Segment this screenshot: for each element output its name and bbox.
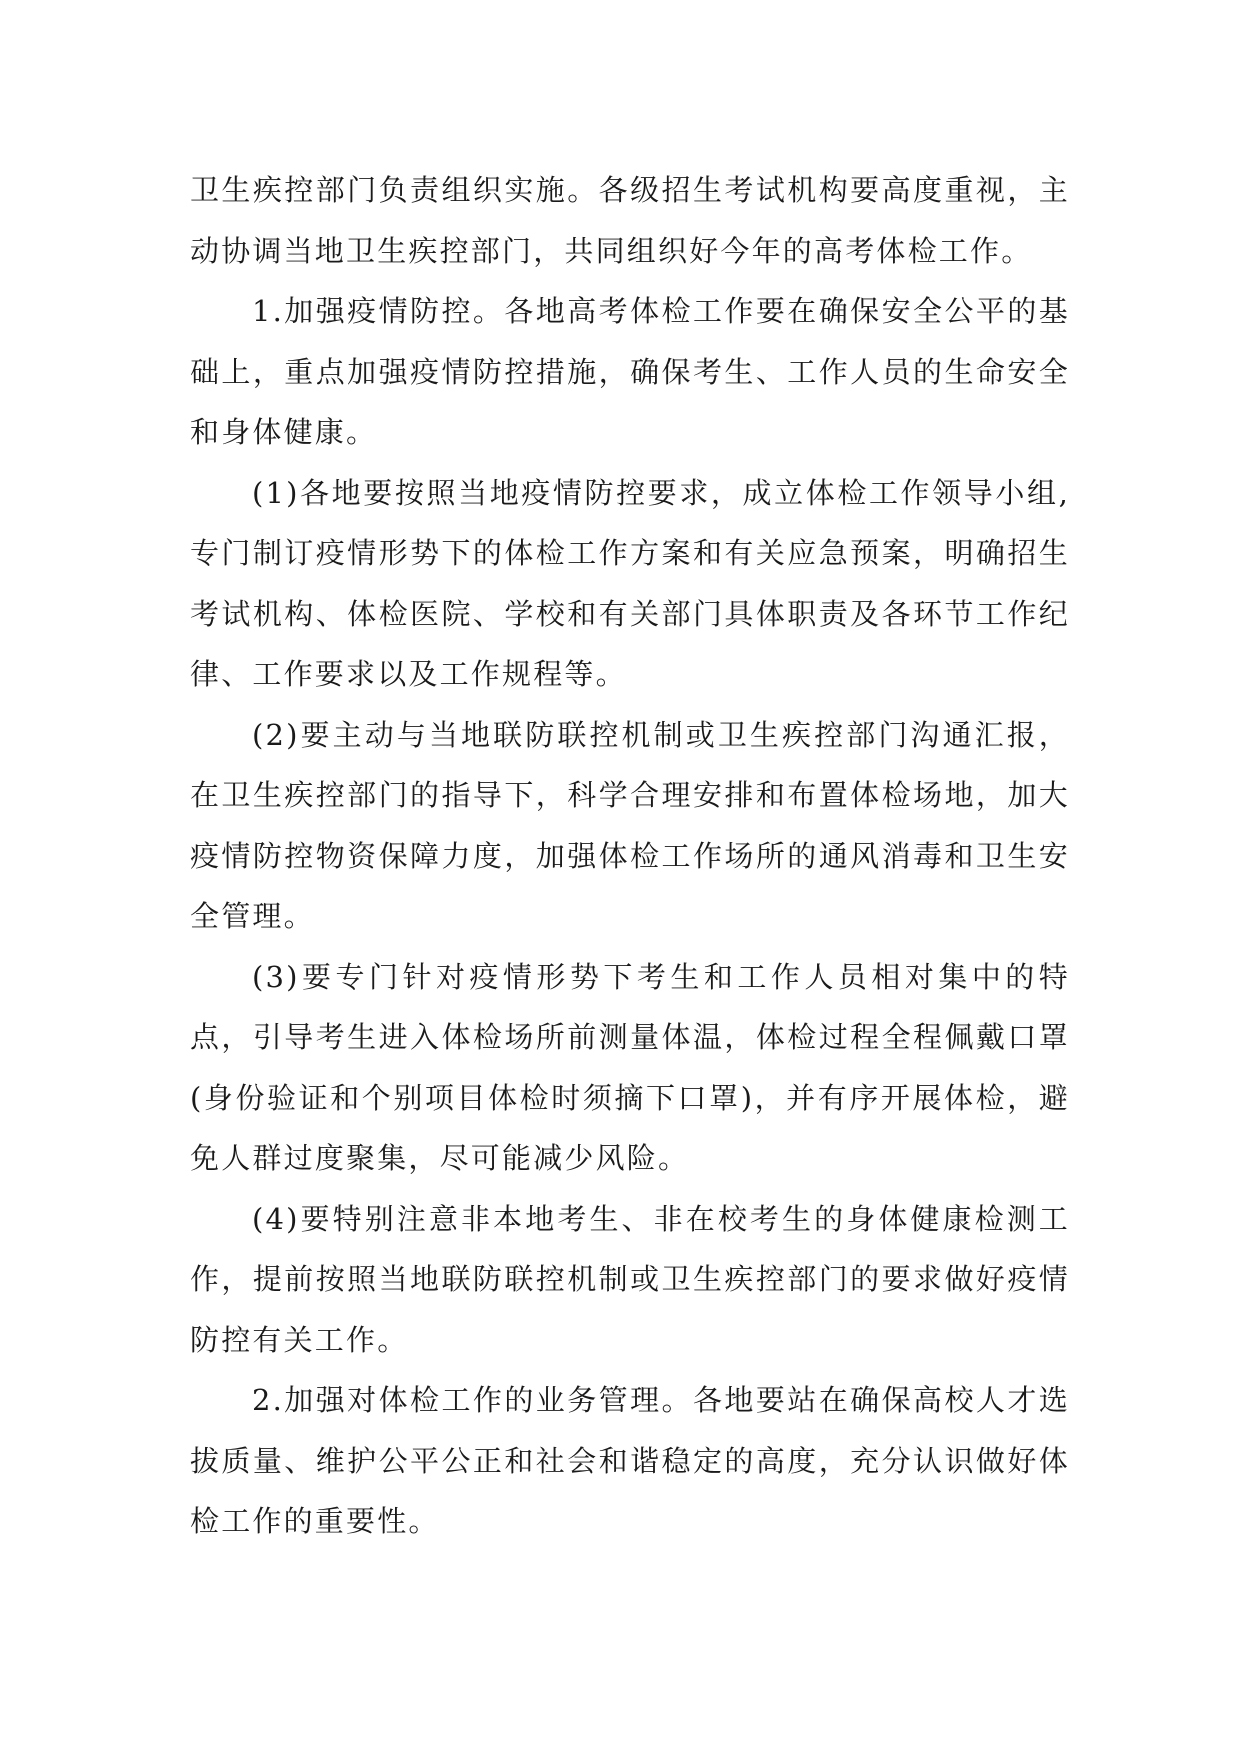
paragraph-6: (4)要特别注意非本地考生、非在校考生的身体健康检测工作，提前按照当地联防联控机制或卫生疾控部门的要求做好疫情防控有关工作。 xyxy=(190,1201,1070,1357)
paragraph-1: 卫生疾控部门负责组织实施。各级招生考试机构要高度重视，主动协调当地卫生疾控部门，共同组织好今年的高考体检工作。 xyxy=(190,173,1070,268)
paragraph-7: 2.加强对体检工作的业务管理。各地要站在确保高校人才选拔质量、维护公平公正和社会和谐稳定的高度，充分认识做好体检工作的重要性。 xyxy=(190,1383,1070,1538)
paragraph-5: (3)要专门针对疫情形势下考生和工作人员相对集中的特点，引导考生进入体检场所前测量体温，体检过程全程佩戴口罩(身份验证和个别项目体检时须摘下口罩)，并有序开展体检，避免人群过度聚集，尽可能减少风险。 xyxy=(190,959,1070,1175)
document-body xyxy=(190,160,1070,1552)
paragraph-2: 1.加强疫情防控。各地高考体检工作要在确保安全公平的基础上，重点加强疫情防控措施，确保考生、工作人员的生命安全和身体健康。 xyxy=(190,294,1070,449)
paragraph-3: (1)各地要按照当地疫情防控要求，成立体检工作领导小组,专门制订疫情形势下的体检工作方案和有关应急预案，明确招生考试机构、体检医院、学校和有关部门具体职责及各环节工作纪律、工作要求以及工作规程等。 xyxy=(190,475,1070,691)
paragraph-4: (2)要主动与当地联防联控机制或卫生疾控部门沟通汇报，在卫生疾控部门的指导下，科学合理安排和布置体检场地，加大疫情防控物资保障力度，加强体检工作场所的通风消毒和卫生安全管理。 xyxy=(190,717,1070,933)
